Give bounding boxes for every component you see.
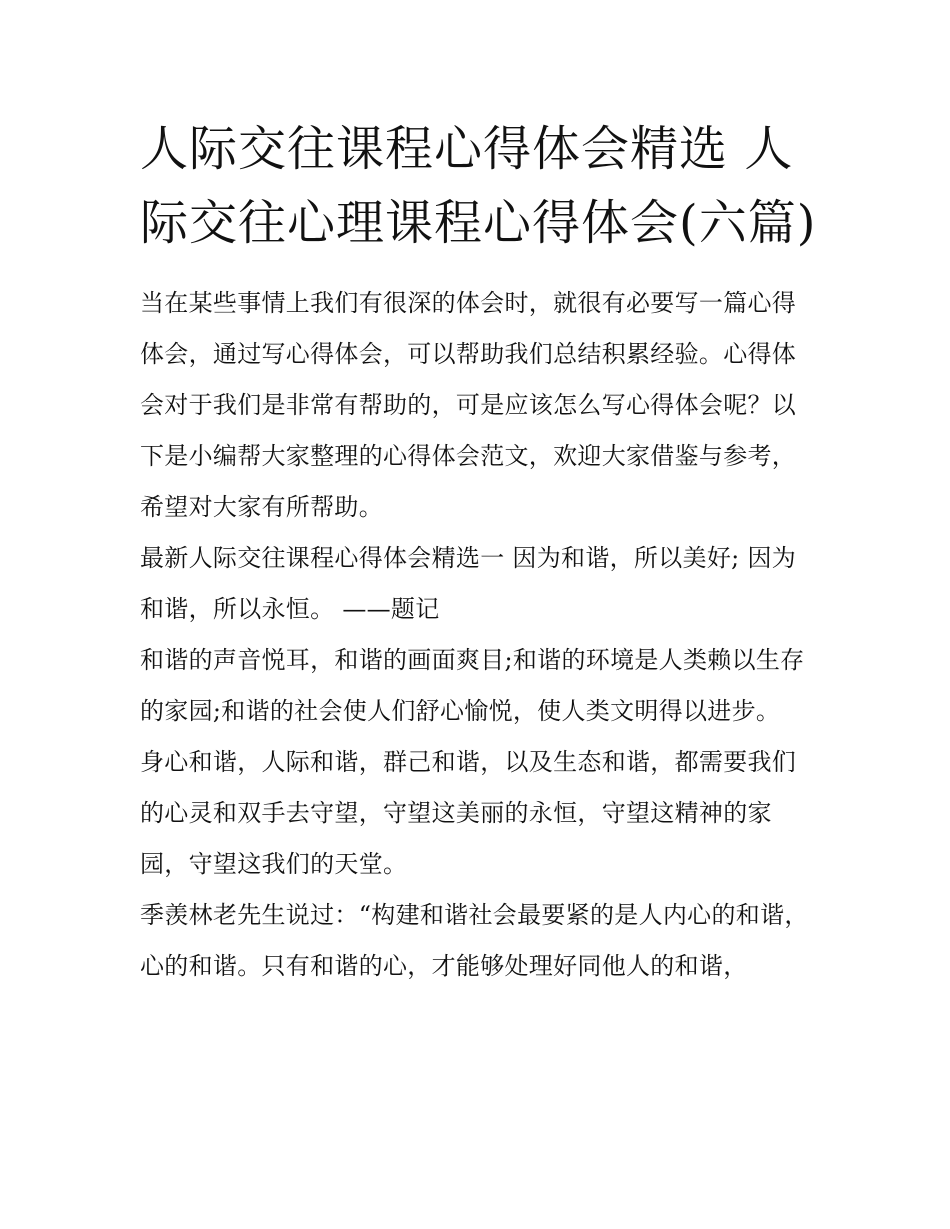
document-title: 人际交往课程心得体会精选 人际交往心理课程心得体会(六篇) (140, 121, 817, 251)
paragraph-harmony-sounds: 和谐的声音悦耳，和谐的画面爽目;和谐的环境是人类赖以生存的家园;和谐的社会使人们舒心愉悦，使人类文明得以进步。 (140, 646, 805, 725)
paragraph-harmony-types: 身心和谐，人际和谐，群己和谐，以及生态和谐，都需要我们的心灵和双手去守望，守望这美丽的永恒，守望这精神的家园，守望这我们的天堂。 (140, 748, 797, 878)
document-page (140, 112, 820, 992)
paragraph-section-heading: 最新人际交往课程心得体会精选一 因为和谐，所以美好; 因为和谐，所以永恒。 ——题记 (140, 544, 797, 623)
document-body (140, 278, 820, 992)
paragraph-quote: 季羡林老先生说过：“构建和谐社会最要紧的是人内心的和谐，心的和谐。只有和谐的心，才能够处理好同他人的和谐， (140, 901, 809, 980)
paragraph-intro: 当在某些事情上我们有很深的体会时，就很有必要写一篇心得体会，通过写心得体会，可以帮助我们总结积累经验。心得体会对于我们是非常有帮助的，可是应该怎么写心得体会呢？以下是小编帮大家整理的心得体会范文，欢迎大家借鉴与参考，希望对大家有所帮助。 (140, 289, 797, 521)
